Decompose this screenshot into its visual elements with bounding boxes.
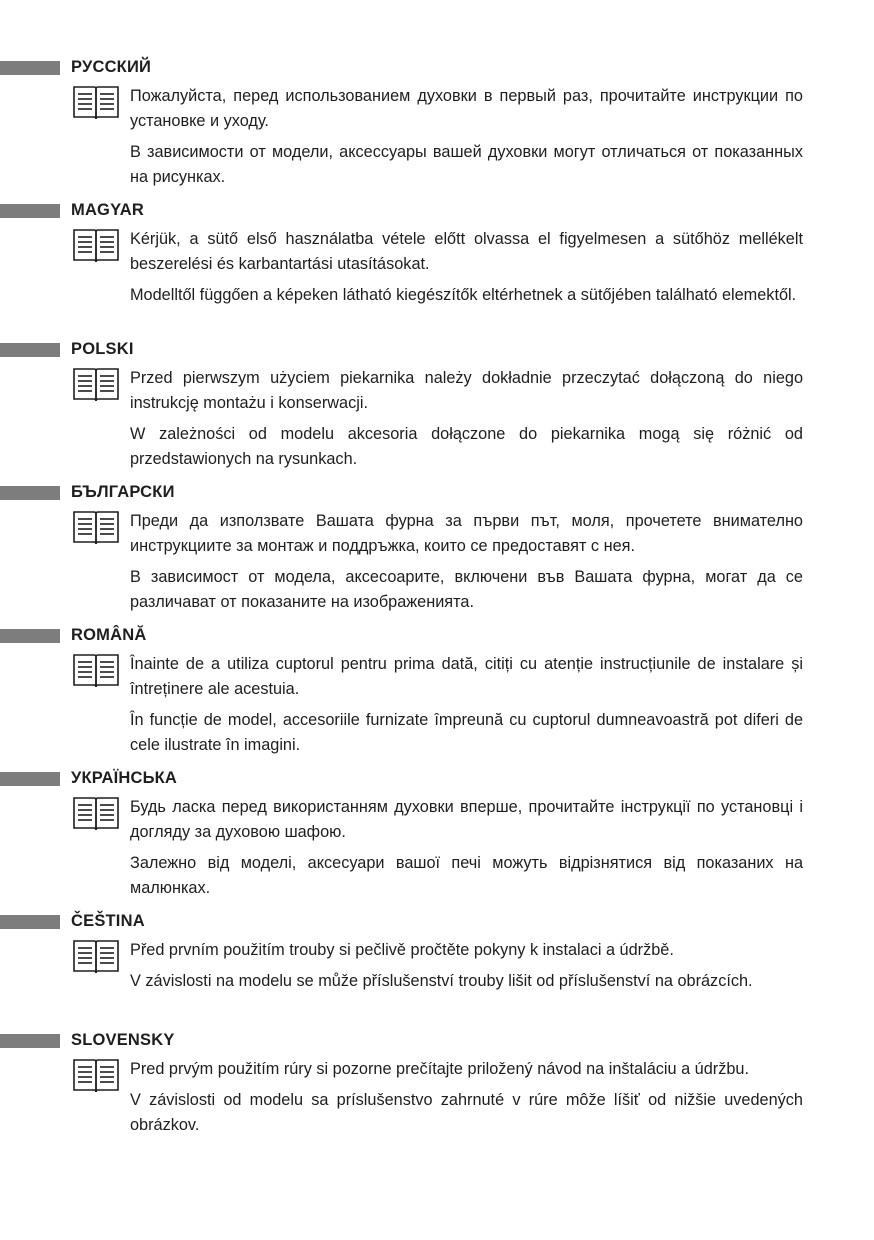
language-title: БЪЛГАРСКИ <box>71 483 175 501</box>
language-header <box>0 911 874 931</box>
instruction-paragraph: Пожалуйста, перед использованием духовки в первый раз, прочитайте инструкции по установке и уходу. <box>130 87 803 130</box>
open-book-icon <box>72 366 120 404</box>
language-header <box>0 625 874 645</box>
section-body <box>0 227 874 308</box>
language-title: ČEŠTINA <box>71 912 145 930</box>
language-header <box>0 200 874 220</box>
accessories-paragraph: V závislosti na modelu se může příslušenství trouby lišit od příslušenství na obrázcích. <box>130 972 753 990</box>
language-title: MAGYAR <box>71 201 145 219</box>
language-bar <box>0 629 60 643</box>
paragraphs <box>130 1057 803 1138</box>
paragraphs <box>130 84 803 190</box>
language-bar <box>0 486 60 500</box>
language-title: ROMÂNĂ <box>71 626 147 644</box>
open-book-icon <box>72 1057 120 1095</box>
paragraphs <box>130 366 803 472</box>
language-bar <box>0 343 60 357</box>
language-bar <box>0 772 60 786</box>
paragraphs <box>130 509 803 615</box>
paragraphs <box>130 652 803 758</box>
open-book-icon <box>72 227 120 265</box>
accessories-paragraph: Залежно від моделі, аксесуари вашої печі можуть відрізнятися від показаних на малюнках. <box>130 854 803 897</box>
language-bar <box>0 915 60 929</box>
section-body <box>0 795 874 901</box>
open-book-icon <box>72 795 120 833</box>
instruction-paragraph: Преди да използвате Вашата фурна за първи път, моля, прочетете внимателно инструкциите за монтаж и поддръжка, които се предоставят с нея. <box>130 512 803 555</box>
language-bar <box>0 61 60 75</box>
section-magyar <box>0 200 874 314</box>
section-bulgarian <box>0 482 874 621</box>
language-header <box>0 768 874 788</box>
section-body <box>0 366 874 472</box>
section-polski <box>0 339 874 478</box>
section-ukrainian <box>0 768 874 907</box>
section-body <box>0 509 874 615</box>
paragraphs <box>130 795 803 901</box>
language-title: УКРАЇНСЬКА <box>71 769 178 787</box>
open-book-icon <box>72 509 120 547</box>
paragraphs <box>130 938 803 994</box>
accessories-paragraph: W zależności od modelu akcesoria dołączone do piekarnika mogą się różnić od przedstawionych na rysunkach. <box>130 425 803 468</box>
language-title: РУССКИЙ <box>71 58 152 76</box>
instruction-paragraph: Будь ласка перед використанням духовки вперше, прочитайте інструкції по установці і догляду за духовою шафою. <box>130 798 803 841</box>
accessories-paragraph: În funcție de model, accesoriile furnizate împreună cu cuptorul dumneavoastră pot diferi de cele ilustrate în imagini. <box>130 711 803 754</box>
section-russian <box>0 57 874 196</box>
section-body <box>0 84 874 190</box>
section-body <box>0 938 874 994</box>
accessories-paragraph: Modelltől függően a képeken látható kiegészítők eltérhetnek a sütőjében található elemektől. <box>130 286 797 304</box>
language-header <box>0 57 874 77</box>
instruction-paragraph: Před prvním použitím trouby si pečlivě pročtěte pokyny k instalaci a údržbě. <box>130 941 674 959</box>
accessories-paragraph: В зависимост от модела, аксесоарите, включени във Вашата фурна, могат да се различават от показаните на изображенията. <box>130 568 803 611</box>
instruction-paragraph: Înainte de a utiliza cuptorul pentru prima dată, citiți cu atenție instrucțiunile de instalare și întreținere ale acestuia. <box>130 655 803 698</box>
section-romana <box>0 625 874 764</box>
language-title: POLSKI <box>71 340 134 358</box>
section-body <box>0 652 874 758</box>
open-book-icon <box>72 652 120 690</box>
section-body <box>0 1057 874 1138</box>
language-bar <box>0 204 60 218</box>
instruction-paragraph: Przed pierwszym użyciem piekarnika należy dokładnie przeczytać dołączoną do niego instrukcję montażu i konserwacji. <box>130 369 803 412</box>
language-header <box>0 339 874 359</box>
instruction-paragraph: Pred prvým použitím rúry si pozorne prečítajte priložený návod na inštaláciu a údržbu. <box>130 1060 749 1078</box>
language-header <box>0 1030 874 1050</box>
accessories-paragraph: В зависимости от модели, аксессуары вашей духовки могут отличаться от показанных на рисунках. <box>130 143 803 186</box>
language-header <box>0 482 874 502</box>
open-book-icon <box>72 84 120 122</box>
language-title: SLOVENSKY <box>71 1031 175 1049</box>
instruction-paragraph: Kérjük, a sütő első használatba vétele előtt olvassa el figyelmesen a sütőhöz mellékelt beszerelési és karbantartási utasításokat. <box>130 230 803 273</box>
section-slovensky <box>0 1030 874 1144</box>
section-cestina <box>0 911 874 1000</box>
open-book-icon <box>72 938 120 976</box>
language-bar <box>0 1034 60 1048</box>
accessories-paragraph: V závislosti od modelu sa príslušenstvo zahrnuté v rúre môže líšiť od nižšie uvedených obrázkov. <box>130 1091 803 1134</box>
paragraphs <box>130 227 803 308</box>
